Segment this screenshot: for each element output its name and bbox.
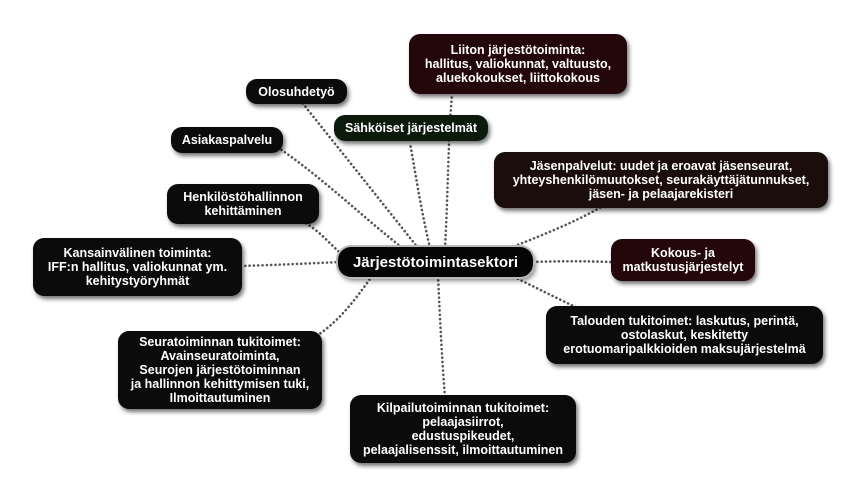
branch-line: Olosuhdetyö [258,84,335,99]
branch-kilpailutoiminnan-tukitoimet [350,395,576,463]
branch-line: erotuomaripalkkioiden maksujärjestelmä [563,342,806,356]
branch-line: IFF:n hallitus, valiokunnat ym. [47,260,228,274]
connector-seuratoiminta [318,276,372,335]
branch-line: Sähköiset järjestelmät [344,121,477,135]
branch-liiton-jarjestotoiminta [409,34,627,94]
branch-line: Kokous- ja [651,246,715,260]
branch-line: Liiton järjestötoiminta: [450,43,586,57]
branch-henkilostohallinnon-kehittaminen [167,184,319,224]
branch-kansainvalinen-toiminta [33,238,242,296]
connector-henkilosto [300,220,345,257]
connector-kilpailu [438,276,445,398]
branch-line: Henkilöstöhallinnon [183,190,303,204]
branch-line: Seuratoiminnan tukitoimet: [139,335,301,349]
branch-line: edustuspikeudet, [411,429,515,443]
branch-line: Seurojen järjestötoiminnan [139,363,301,377]
branch-seuratoiminnan-tukitoimet [118,331,322,409]
branch-line: aluekokoukset, liittokokous [436,71,600,85]
branch-line: Asiakaspalvelu [181,133,273,147]
branch-line: Talouden tukitoimet: laskutus, perintä, [570,314,799,328]
branch-sahkoiset-jarjestelmat [334,115,488,141]
branch-line: Kilpailutoiminnan tukitoimet: [376,401,550,415]
branch-line: kehitystyöryhmät [85,274,190,288]
connector-jasenpalvelut [510,202,610,248]
branch-line: Avainseuratoiminta, [160,349,280,363]
branch-line: kehittäminen [204,204,282,218]
branch-jasenpalvelut [494,152,828,208]
branch-olosuhdetyo [246,79,347,104]
connector-sahkoiset [410,143,430,248]
branch-line: pelaajalisenssit, ilmoittautuminen [362,443,564,457]
central-label: Järjestötoimintasektori [352,253,519,271]
branch-line: ja hallinnon kehittymisen tuki, [130,377,310,391]
branch-line: pelaajasiirrot, [422,415,504,429]
branch-talouden-tukitoimet [546,306,823,364]
central-node [338,247,533,277]
branch-line: hallitus, valiokunnat, valtuusto, [424,57,612,71]
branch-line: Kansainvälinen toiminta: [63,246,212,260]
branch-line: jäsen- ja pelaajarekisteri [588,187,734,201]
branch-kokous-ja-matkustusjarjestelyt [611,239,755,281]
branch-line: Ilmoittautuminen [169,391,271,405]
branch-asiakaspalvelu [171,127,283,153]
branch-line: ostolaskut, keskitetty [620,328,749,342]
branch-line: matkustusjärjestelyt [622,260,744,274]
branch-line: yhteyshenkilömuutokset, seurakäyttäjätunnukset, [512,173,810,187]
connector-kansainvalinen [242,262,340,266]
connector-kokous [533,261,611,262]
branch-line: Jäsenpalvelut: uudet ja eroavat jäsenseurat, [529,159,793,173]
